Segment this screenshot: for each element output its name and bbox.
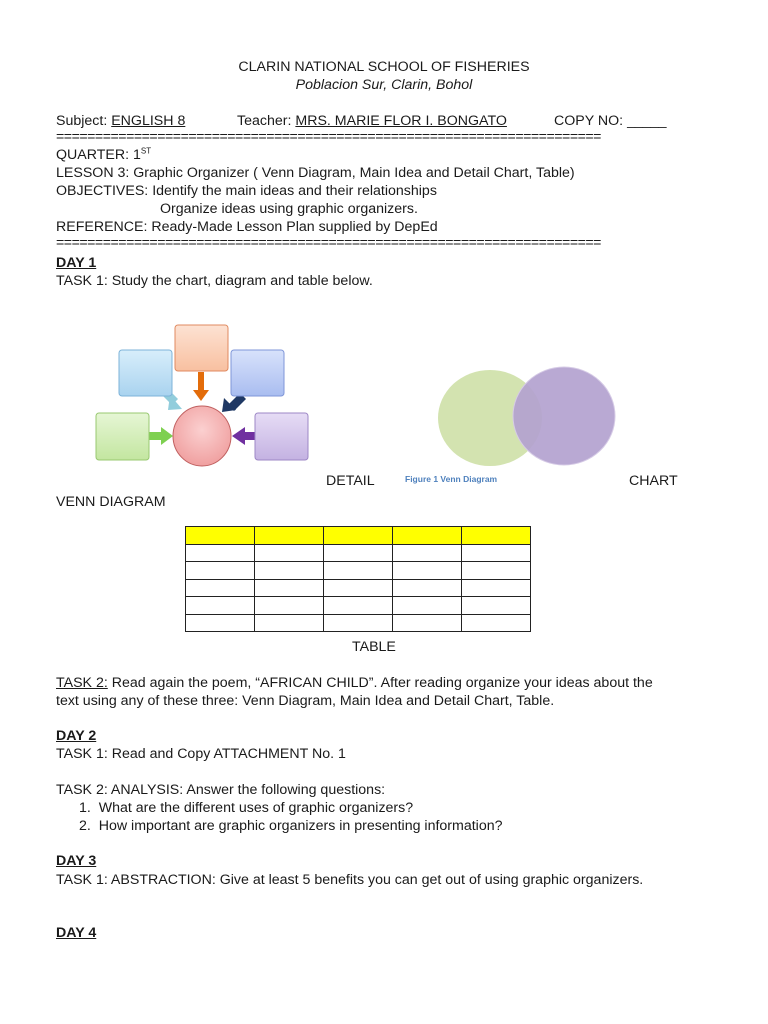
objective-1: Identify the main ideas and their relationships (152, 183, 437, 199)
objectives-label: OBJECTIVES: (56, 183, 149, 199)
main-idea-detail-chart (90, 320, 315, 475)
venn-diagram-label: VENN DIAGRAM (56, 494, 166, 510)
day3-heading: DAY 3 (56, 853, 97, 869)
table-row (186, 614, 531, 632)
question-2-number: 2. (79, 818, 91, 834)
detail-box-right (255, 413, 308, 460)
day4-heading: DAY 4 (56, 925, 97, 941)
day2-task1: TASK 1: Read and Copy ATTACHMENT No. 1 (56, 746, 346, 762)
day1-task2-label: TASK 2: (56, 675, 108, 691)
day3-task1: TASK 1: ABSTRACTION: Give at least 5 benefits you can get out of using graphic organizers. (56, 872, 644, 888)
separator-top: ====================================================================== (56, 129, 601, 145)
day1-task1: TASK 1: Study the chart, diagram and table below. (56, 273, 373, 289)
day1-heading: DAY 1 (56, 255, 97, 271)
table-row (186, 579, 531, 597)
table-row (186, 544, 531, 562)
subject-label: Subject: (56, 113, 108, 129)
detail-label: DETAIL (326, 473, 375, 489)
venn-circle-right (513, 367, 615, 465)
venn-diagram (430, 362, 625, 472)
question-2 (79, 817, 503, 835)
objectives-line1 (56, 182, 437, 200)
reference: REFERENCE: Ready-Made Lesson Plan supplied by DepEd (56, 219, 438, 235)
quarter-sup: ST (140, 146, 152, 156)
day1-task2-line1 (56, 674, 653, 692)
detail-box-top (175, 325, 228, 371)
day2-task2: TASK 2: ANALYSIS: Answer the following questions: (56, 782, 386, 798)
quarter (56, 146, 151, 164)
separator-bottom: ====================================================================== (56, 235, 601, 251)
question-1-number: 1. (79, 800, 91, 816)
sample-table (185, 526, 531, 632)
day1-task2-text: Read again the poem, “AFRICAN CHILD”. After reading organize your ideas about the (107, 675, 653, 691)
school-name: CLARIN NATIONAL SCHOOL OF FISHERIES (238, 59, 530, 75)
teacher-value: MRS. MARIE FLOR I. BONGATO (295, 113, 507, 129)
table-row (186, 562, 531, 580)
teacher-label: Teacher: (237, 113, 292, 129)
main-idea-circle (173, 406, 231, 466)
table-header-row (186, 527, 531, 545)
detail-box-left (96, 413, 149, 460)
arrow-left (149, 427, 173, 445)
school-address: Poblacion Sur, Clarin, Bohol (295, 77, 473, 93)
table-row (186, 597, 531, 615)
detail-box-top-right (231, 350, 284, 396)
day1-task2-line2: text using any of these three: Venn Diagram, Main Idea and Detail Chart, Table. (56, 693, 555, 709)
objective-2: Organize ideas using graphic organizers. (160, 201, 418, 217)
question-2-text: How important are graphic organizers in presenting information? (98, 818, 503, 834)
question-1 (79, 799, 413, 817)
venn-caption: Figure 1 Venn Diagram (405, 474, 498, 484)
question-1-text: What are the different uses of graphic organizers? (98, 800, 414, 816)
arrow-top (193, 372, 209, 401)
detail-box-top-left (119, 350, 172, 396)
subject-value: ENGLISH 8 (111, 113, 186, 129)
copy-label: COPY NO: (554, 113, 624, 129)
quarter-label: QUARTER: 1 (56, 147, 141, 163)
lesson-title: LESSON 3: Graphic Organizer ( Venn Diagram, Main Idea and Detail Chart, Table) (56, 165, 575, 181)
arrow-right (232, 427, 256, 445)
table-label: TABLE (352, 639, 396, 655)
chart-label: CHART (629, 473, 678, 489)
day2-heading: DAY 2 (56, 728, 97, 744)
copy-value: _____ (627, 113, 667, 129)
